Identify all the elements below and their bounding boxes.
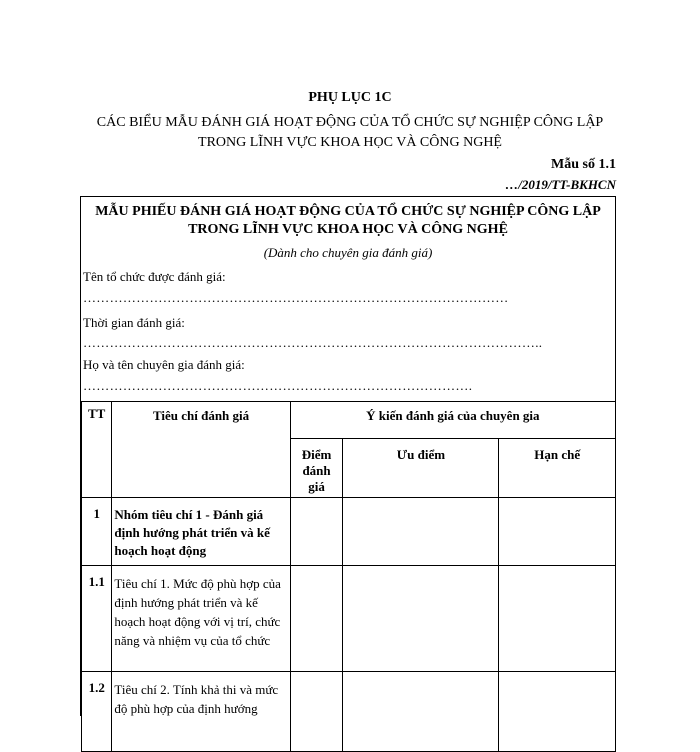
appendix-subtitle-line1: CÁC BIỂU MẪU ĐÁNH GIÁ HOẠT ĐỘNG CỦA TỔ CHỨC SỰ NGHIỆP CÔNG LẬP: [96, 115, 604, 130]
appendix-title: PHỤ LỤC 1C: [308, 90, 392, 105]
organization-name-field[interactable]: ……………………………………………………………………………………: [83, 290, 509, 305]
criteria-text: Tiêu chí 2. Tính khả thi và mức độ phù hợp của định hướng: [112, 672, 290, 752]
limitations-cell[interactable]: [499, 672, 616, 752]
strengths-cell[interactable]: [343, 566, 499, 672]
header-score: Điểm đánh giá: [290, 439, 343, 498]
row-number: 1: [82, 498, 112, 566]
criteria-table: [81, 401, 616, 752]
table-header-row: [82, 402, 616, 439]
organization-name-label: Tên tổ chức được đánh giá:: [83, 269, 226, 284]
limitations-cell[interactable]: [499, 498, 616, 566]
appendix-subtitle: [0, 113, 700, 153]
evaluation-time-field[interactable]: …………………………………………………………………………………………..: [83, 335, 543, 350]
score-cell[interactable]: [290, 672, 343, 752]
table-row: [82, 672, 616, 752]
header-criteria: Tiêu chí đánh giá: [112, 402, 290, 498]
form-number: Mẫu số 1.1: [551, 157, 616, 172]
row-number: 1.2: [82, 672, 112, 752]
form-note: (Dành cho chuyên gia đánh giá): [263, 245, 433, 260]
header-expert-opinion: Ý kiến đánh giá của chuyên gia: [290, 402, 615, 439]
circular-reference: …/2019/TT-BKHCN: [505, 177, 616, 192]
evaluation-form: [80, 196, 616, 716]
form-title: [81, 203, 615, 239]
evaluation-time-label: Thời gian đánh giá:: [83, 315, 185, 330]
expert-name-label: Họ và tên chuyên gia đánh giá:: [83, 357, 245, 372]
strengths-cell[interactable]: [343, 672, 499, 752]
appendix-subtitle-line2: TRONG LĨNH VỰC KHOA HỌC VÀ CÔNG NGHỆ: [198, 135, 502, 150]
header-limitations: Hạn chế: [499, 439, 616, 498]
criteria-text: Nhóm tiêu chí 1 - Đánh giá định hướng phát triển và kế hoạch hoạt động: [112, 498, 290, 566]
score-cell[interactable]: [290, 498, 343, 566]
table-row: [82, 566, 616, 672]
table-row: [82, 498, 616, 566]
form-title-line2: TRONG LĨNH VỰC KHOA HỌC VÀ CÔNG NGHỆ: [188, 222, 508, 237]
header-tt: TT: [82, 402, 112, 498]
limitations-cell[interactable]: [499, 566, 616, 672]
header-strengths: Ưu điểm: [343, 439, 499, 498]
expert-name-field[interactable]: …………………………………………………………………………….: [83, 378, 473, 393]
criteria-text: Tiêu chí 1. Mức độ phù hợp của định hướng phát triển và kế hoạch hoạt động với vị trí, chức năng và nhiệm vụ của tổ chức: [112, 566, 290, 672]
strengths-cell[interactable]: [343, 498, 499, 566]
form-title-line1: MẪU PHIẾU ĐÁNH GIÁ HOẠT ĐỘNG CỦA TỔ CHỨC SỰ NGHIỆP CÔNG LẬP: [95, 204, 601, 219]
score-cell[interactable]: [290, 566, 343, 672]
row-number: 1.1: [82, 566, 112, 672]
